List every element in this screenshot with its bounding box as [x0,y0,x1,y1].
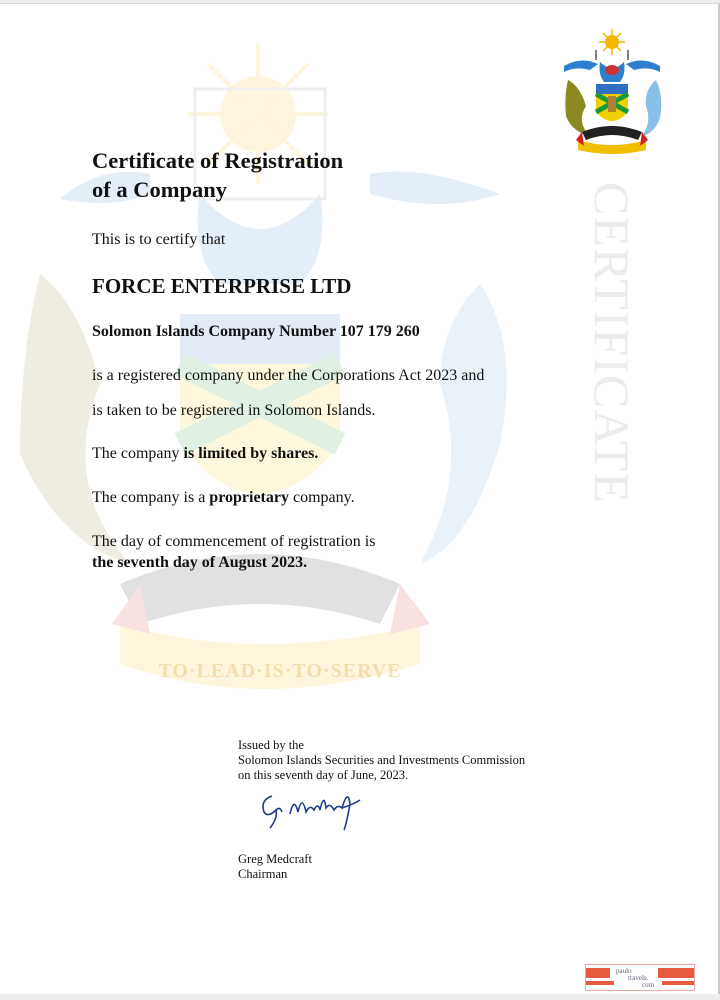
badge-stripe [658,968,694,978]
issued-by-line: Issued by the [238,738,304,752]
signer-block [238,852,312,882]
watermark-coat-of-arms-icon [0,24,560,704]
issue-date: on this seventh day of June, 2023. [238,768,409,782]
company-type-prefix: The company is a [92,489,210,506]
issuer-block [238,738,525,783]
share-structure-value: is limited by shares. [183,445,319,462]
company-type-suffix: company. [288,489,355,506]
company-type-value: proprietary [209,489,289,506]
title-line-1: Certificate of Registration [92,148,344,173]
certificate-page [0,3,720,994]
footer-badge [585,964,695,991]
intro-text: This is to certify that [92,231,226,248]
company-number: Solomon Islands Company Number 107 179 260 [92,323,420,340]
badge-line-1: paulo [616,967,632,975]
badge-stripe [586,981,614,985]
company-name: FORCE ENTERPRISE LTD [92,274,352,298]
watermark-motto: TO·LEAD·IS·TO·SERVE [158,660,402,682]
badge-line-3: com [642,981,655,989]
signer-role: Chairman [238,867,288,881]
badge-line-2: travels. [628,974,649,982]
share-structure-statement [92,445,318,463]
badge-stripe [662,981,694,985]
signature-icon [258,786,378,831]
registration-line-1: is a registered company under the Corporations Act 2023 and [92,367,485,384]
commencement-line: The day of commencement of registration is [92,533,376,550]
watermark-side-word: CERTIFICATE [584,182,640,504]
signer-name: Greg Medcraft [238,852,312,866]
commencement-date [92,554,307,572]
badge-stripe [586,968,610,978]
company-type-statement [92,489,355,507]
coat-of-arms-icon [556,26,668,158]
title-line-2: of a Company [92,177,228,202]
issuing-body: Solomon Islands Securities and Investments Commission [238,753,526,767]
registration-line-2: is taken to be registered in Solomon Islands. [92,402,376,419]
commencement-date-value: the seventh day of August 2023. [92,554,308,571]
share-structure-prefix: The company [92,445,184,462]
certificate-title [92,146,452,204]
